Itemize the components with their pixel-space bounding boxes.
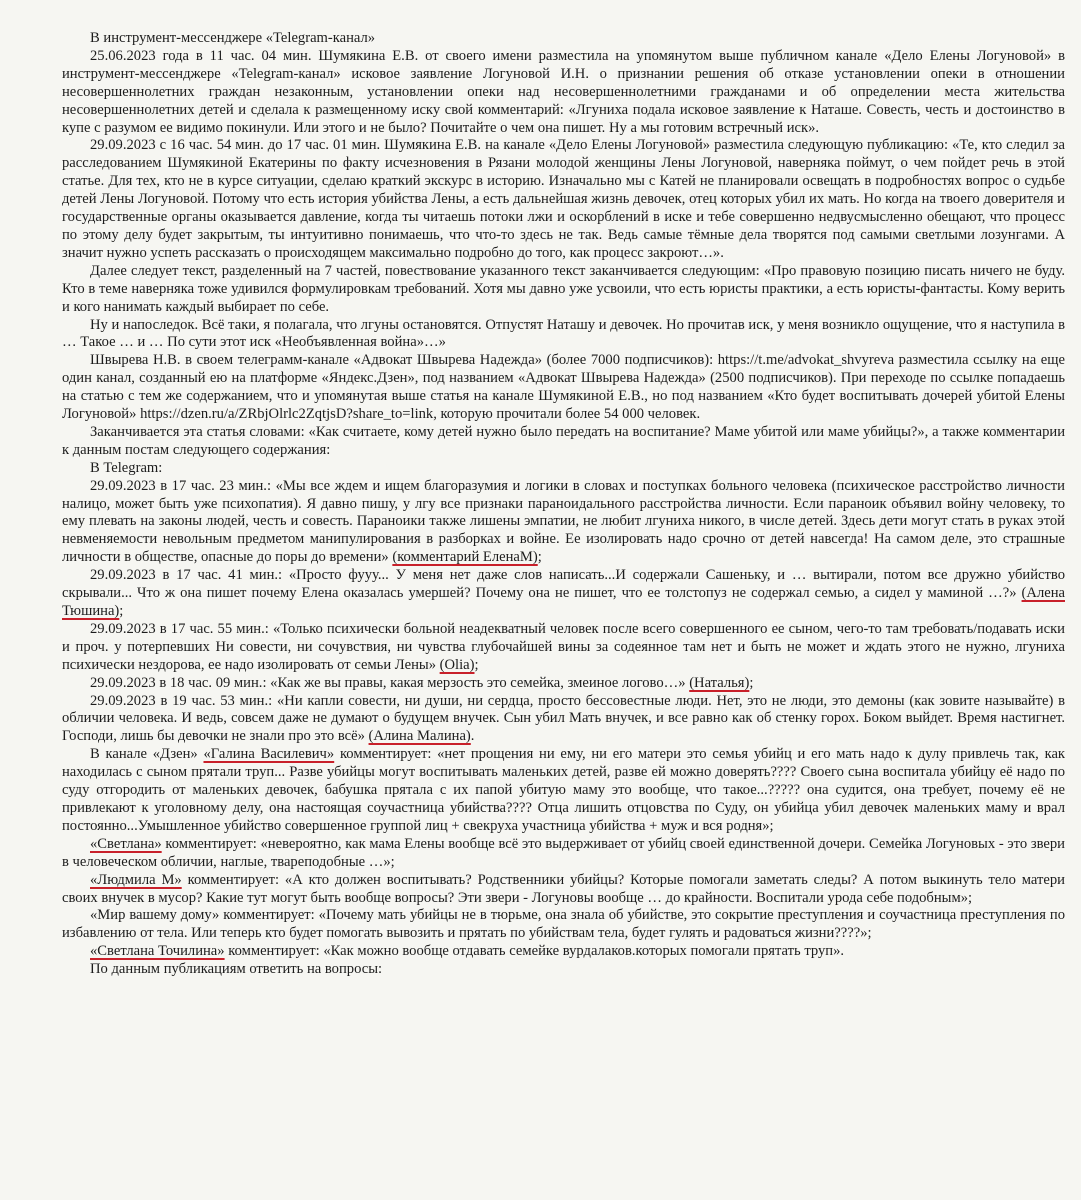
underlined-commenter-name: (Наталья) bbox=[689, 674, 750, 691]
underlined-commenter-name: (Olia) bbox=[439, 656, 475, 673]
paragraph-text: комментирует: «Как можно вообще отдавать семейке вурдалаков.которых помогали прятать труп». bbox=[224, 943, 845, 960]
document-paragraph bbox=[62, 961, 1065, 979]
document-paragraph bbox=[62, 621, 1065, 675]
paragraph-text: ; bbox=[749, 674, 754, 691]
document-paragraph bbox=[62, 352, 1065, 424]
document-paragraph bbox=[62, 675, 1065, 693]
underlined-commenter-name: «Галина Василевич» bbox=[203, 746, 335, 763]
paragraph-text: По данным публикациям ответить на вопросы: bbox=[90, 961, 383, 978]
paragraph-text: Швырева Н.В. в своем телеграмм-канале «Адвокат Швырева Надежда» (более 7000 подписчиков): https://t.me/advokat_shvyreva разместила ссылку на еще один канал, созданный ею на платформе «Яндекс.Дзен», под названием «Адвокат Швырева Надежда» (2500 подписчиков). При переходе по ссылке попадаешь на статью с тем же содержанием, что и упомянутая выше статья на канале Шумякиной Е.В., но под названием «Кто будет воспитывать дочерей убитой Елены Логуновой» https://dzen.ru/a/ZRbjOlrlc2ZqtjsD?share_to=link, которую прочитали более 54 000 человек. bbox=[62, 352, 1065, 423]
underlined-commenter-name: «Людмила М» bbox=[90, 871, 182, 888]
paragraph-text: 29.09.2023 в 17 час. 41 мин.: «Просто фууу... У меня нет даже слов написать...И содержали Сашеньку, и … вытирали, потом все дружно убийство скрывали... Что ж она пишет почему Елена оказалась умершей? Почему она не пишет, что ее толстопуз не содержал семью, а сидел у маминой …?» bbox=[62, 567, 1065, 602]
document-paragraph bbox=[62, 907, 1065, 943]
paragraph-text: комментирует: «нет прощения ни ему, ни его матери это семья убийц и его мать надо к дулу привлечь так, как находилась с сыном прятали труп... Разве убийцы могут воспитывать маленьких детей, разве ей можно доверять???? Своего сына воспитала убийцу её надо по суду отгородить от маленьких девочек, бабушка прятала с их папой убитую маму это вообще, что такое...????? она судится, она требует, почему её не привлекают к уголовному делу, она настоящая соучастница убийства???? Отца лишить отцовства по Суду, он убийца убил девочек маленьких маму и врал постоянно...Умышленное убийство совершенное группой лиц + свекруха участница убийства + муж и вся родня»; bbox=[62, 746, 1066, 834]
document-paragraph bbox=[62, 460, 1065, 478]
document-paragraph bbox=[62, 746, 1065, 836]
paragraph-text: 29.09.2023 в 19 час. 53 мин.: «Ни капли совести, ни души, ни сердца, просто бессовестные люди. Нет, это не люди, это демоны (как зовите называйте) в обличии человека. И ведь, совсем даже не думают о будущем внучек. Сын убил Мать внучек, и все равно как об стенку горох. Боком выйдет. Время настигнет. Господи, лишь бы девочки не знали про это всё» bbox=[62, 692, 1065, 745]
document-paragraph bbox=[62, 424, 1065, 460]
underlined-commenter-name: (комментарий ЕленаМ) bbox=[392, 549, 538, 566]
document-paragraph bbox=[62, 478, 1065, 568]
paragraph-text: 25.06.2023 года в 11 час. 04 мин. Шумякина Е.В. от своего имени разместила на упомянутом выше публичном канале «Дело Елены Логуновой» в инструмент-мессенджере «Telegram-канал» исковое заявление Логуновой И.Н. о признании решения об отказе установлении опеки в отношении несовершеннолетних граждан незаконным, установлении опеки над несовершеннолетними гражданами и об определении места жительства несовершеннолетних детей и сделала к размещенному иску свой комментарий: «Лгуниха подала исковое заявление к Наташе. Совесть, честь и достоинство в купе с разумом ее видимо покинули. Или этого и не было? Почитайте о чем она пишет. Ну а мы готовим встречный иск». bbox=[62, 47, 1065, 136]
document-paragraph bbox=[62, 48, 1065, 138]
document-paragraph bbox=[62, 137, 1065, 262]
underlined-commenter-name: (Алена Тюшина) bbox=[62, 585, 1065, 619]
paragraph-text: . bbox=[470, 728, 475, 745]
document-paragraph bbox=[62, 317, 1065, 353]
paragraph-text: В Telegram: bbox=[90, 459, 163, 476]
document-paragraph bbox=[62, 263, 1065, 317]
paragraph-text: Заканчивается эта статья словами: «Как считаете, кому детей нужно было передать на воспитание? Маме убитой или маме убийцы?», а также комментарии к данным постам следующего содержания: bbox=[62, 423, 1065, 458]
paragraph-text: 29.09.2023 с 16 час. 54 мин. до 17 час. 01 мин. Шумякина Е.В. на канале «Дело Елены Логуновой» разместила следующую публикацию: «Те, кто следил за расследованием Шумякиной Екатерины по факту исчезновения в Рязани молодой женщины Лены Логуновой, наверняка поймут, о чем пойдет речь в этой статье. Для тех, кто не в курсе ситуации, сделаю краткий экскурс в историю. Изначально мы с Катей не планировали освещать в подробностях вопрос о судьбе детей Лены Логуновой. Потому что есть история убийства Лены, а есть дальнейшая жизнь девочек, отец которых убил их мать. Но когда на твоего доверителя и государственные органы оказывается давление, когда ты читаешь потоки лжи и оскорблений в иске и тебе совершенно недвусмысленно обещают, что процесс по этому делу будет закрытым, ты интуитивно понимаешь, что что-то здесь не так. Ведь самые тёмные дела творятся под самыми светлыми лозунгами. А значит нужно успеть рассказать о происходящем максимально подробно до того, как процесс закроют…». bbox=[62, 137, 1065, 261]
paragraph-text: ; bbox=[474, 656, 479, 673]
paragraph-text: В инструмент-мессенджере «Telegram-канал» bbox=[90, 30, 376, 46]
underlined-commenter-name: «Светлана Точилина» bbox=[90, 943, 225, 960]
paragraph-text: 29.09.2023 в 18 час. 09 мин.: «Как же вы правы, какая мерзость это семейка, змеиное логово…» bbox=[90, 674, 690, 691]
paragraph-text: комментирует: «невероятно, как мама Елены вообще всё это выдерживает от убийц своей единственной дочери. Семейка Логуновых - это звери в человеческом обличии, наглые, твареподобные …»; bbox=[62, 835, 1065, 870]
document-paragraph bbox=[62, 872, 1065, 908]
paragraph-text: ; bbox=[119, 603, 124, 619]
underlined-commenter-name: (Алина Малина) bbox=[368, 728, 471, 745]
paragraph-text: ; bbox=[537, 549, 542, 566]
document-paragraph bbox=[62, 943, 1065, 961]
paragraph-text: Ну и напоследок. Всё таки, я полагала, что лгуны остановятся. Отпустят Наташу и девочек. Но прочитав иск, у меня возникло ощущение, что я наступила в … Такое … и … По сути этот иск «Необъявленная война»…» bbox=[62, 316, 1065, 351]
paragraph-text: 29.09.2023 в 17 час. 55 мин.: «Только психически больной неадекватный человек после всего совершенного ее сыном, чего-то там требовать/подавать иски и проч. у потерпевших Ни совести, ни сочувствия, ни чувства глубочайшей вины за содеянное там нет и быть не может и ждать этого не нужно, лгуниха психически нездорова, ее надо изолировать от семьи Лены» bbox=[62, 620, 1065, 673]
paragraph-text: Далее следует текст, разделенный на 7 частей, повествование указанного текст заканчивается следующим: «Про правовую позицию писать ничего не буду. Кто в теме наверняка тоже удивился формулировкам требований. Хотя мы давно уже усвоили, что есть юристы практики, а есть юристы-фантасты. Кому верить и кого нанимать каждый выбирает по себе. bbox=[62, 262, 1065, 315]
document-paragraph bbox=[62, 693, 1065, 747]
document-paragraph bbox=[62, 30, 1065, 48]
paragraph-text: 29.09.2023 в 17 час. 23 мин.: «Мы все ждем и ищем благоразумия и логики в словах и поступках больного человека (психическое расстройство личности налицо, может быть уже психопатия). Я давно пишу, у лгу все признаки параноидального расстройства личности. Если параноик объявил войну человеку, то ему плевать на законы людей, честь и совесть. Параноики также лишены эмпатии, не любит лгуниха никого, в числе детей. Здесь дети могут стать в руках этой невменяемости невольным предметом манипулирования в разборках и войне. Ее изолировать надо срочно от детей навсегда! На самом деле, это страшные личности в обществе, опасные до поры до времени» bbox=[62, 477, 1065, 566]
underlined-commenter-name: «Светлана» bbox=[90, 835, 162, 852]
document-body bbox=[62, 30, 1065, 979]
document-paragraph bbox=[62, 836, 1065, 872]
paragraph-text: «Мир вашему дому» комментирует: «Почему мать убийцы не в тюрьме, она знала об убийстве, это сокрытие преступления и соучастница преступления по избавлению от тела. Или теперь кто будет помогать вывозить и прятать по убийствам тела, будет гулять и радоваться жизни????»; bbox=[62, 907, 1065, 942]
paragraph-text: комментирует: «А кто должен воспитывать? Родственники убийцы? Которые помогали заметать следы? А потом выкинуть тело матери своих внучек в мусор? Какие тут могут быть вообще вопросы? Эти звери - Логуновы вообще … до крайности. Воспитали урода себе подобным»; bbox=[62, 871, 1065, 906]
paragraph-text: В канале «Дзен» bbox=[90, 746, 204, 763]
document-paragraph bbox=[62, 567, 1065, 621]
